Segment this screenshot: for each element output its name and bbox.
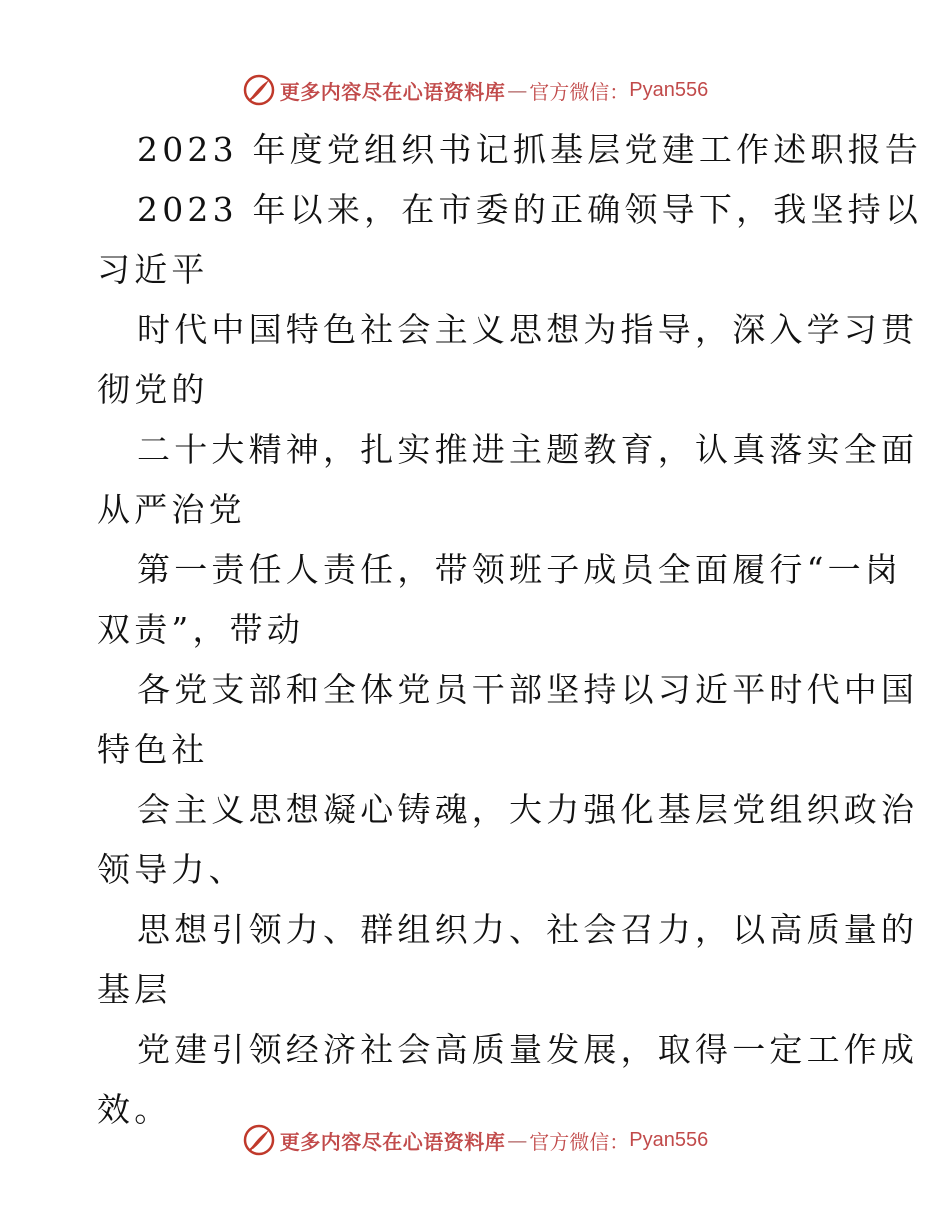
text-line: 基层 bbox=[97, 970, 172, 1009]
watermark-separator: — bbox=[507, 1128, 528, 1152]
text-line: 时代中国特色社会主义思想为指导，深入学习贯 bbox=[137, 310, 919, 349]
text-line: 领导力、 bbox=[97, 850, 246, 889]
watermark-wechat-label: 官方微信： bbox=[529, 79, 630, 104]
text-line: 双责”，带动 bbox=[97, 610, 305, 649]
footer-watermark bbox=[0, 1120, 950, 1160]
watermark-wechat-id: Pyan556 bbox=[629, 78, 709, 101]
text-line: 各党支部和全体党员干部坚持以习近平时代中国 bbox=[137, 670, 919, 709]
watermark-separator: — bbox=[507, 78, 528, 102]
text-line: 2023 年以来，在市委的正确领导下，我坚持以 bbox=[137, 190, 923, 229]
text-line: 效。 bbox=[97, 1090, 172, 1129]
text-line: 二十大精神，扎实推进主题教育，认真落实全面 bbox=[137, 430, 919, 469]
text-line: 特色社 bbox=[97, 730, 209, 769]
watermark-wechat-label: 官方微信： bbox=[529, 1129, 630, 1154]
text-line: 从严治党 bbox=[97, 490, 246, 529]
document-body bbox=[97, 120, 923, 1140]
text-line: 党建引领经济社会高质量发展，取得一定工作成 bbox=[137, 1030, 919, 1069]
text-line: 彻党的 bbox=[97, 370, 209, 409]
watermark-text: 更多内容尽在心语资料库 bbox=[279, 79, 506, 104]
watermark-wechat-id: Pyan556 bbox=[629, 1128, 709, 1151]
text-line: 会主义思想凝心铸魂，大力强化基层党组织政治 bbox=[137, 790, 919, 829]
header-watermark bbox=[0, 70, 950, 110]
watermark-text: 更多内容尽在心语资料库 bbox=[279, 1129, 506, 1154]
text-line: 思想引领力、群组织力、社会召力，以高质量的 bbox=[137, 910, 919, 949]
quill-logo-icon bbox=[242, 1123, 276, 1157]
text-line: 习近平 bbox=[97, 250, 209, 289]
text-line: 第一责任人责任，带领班子成员全面履行“一岗 bbox=[137, 550, 903, 589]
quill-logo-icon bbox=[242, 73, 276, 107]
text-line: 2023 年度党组织书记抓基层党建工作述职报告 bbox=[137, 130, 923, 169]
